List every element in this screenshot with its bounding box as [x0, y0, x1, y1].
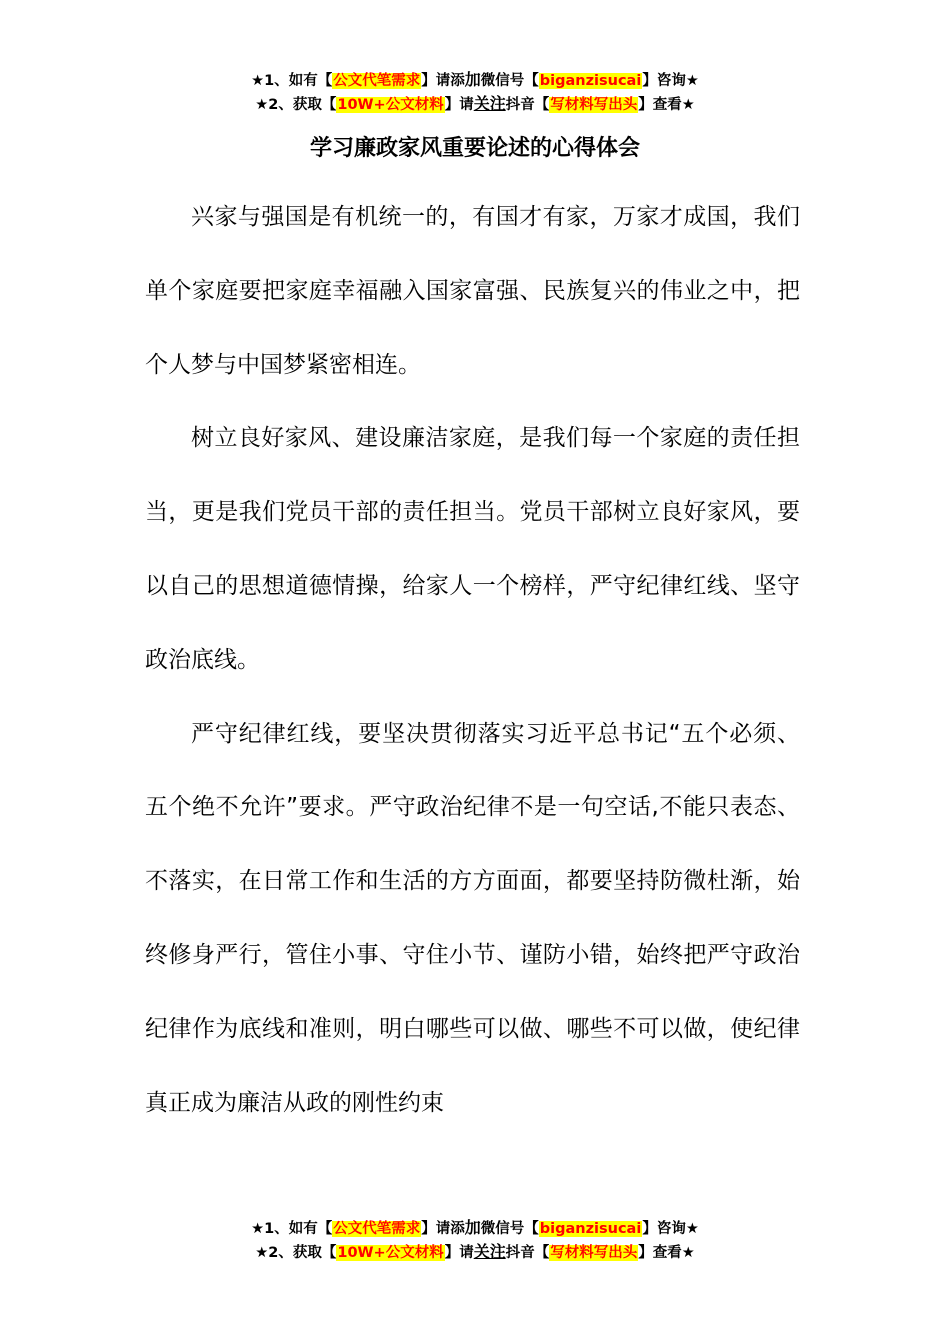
body-paragraph: 树立良好家风、建设廉洁家庭，是我们每一个家庭的责任担当，更是我们党员干部的责任担当。党员干部树立良好家风，要以自己的思想道德情操，给家人一个榜样，严守纪律红线、坚守政治底线。 [145, 425, 800, 673]
promo-highlight: biganzisucai [539, 1221, 642, 1237]
promo-text: 加 [464, 70, 481, 89]
header-promo-banner [0, 68, 950, 116]
body-paragraph: 严守纪律红线，要坚决贯彻落实习近平总书记“五个必须、五个绝不允许”要求。严守政治纪律不是一句空话,不能只表态、不落实，在日常工作和生活的方方面面，都要坚持防微杜渐，始终修身严行，管住小事、守住小节、谨防小错，始终把严守政治纪律作为底线和准则，明白哪些可以做、哪些不可以做，使纪律真正成为廉洁从政的刚性约束 [145, 720, 800, 1116]
promo-text: 微信号【 [480, 1221, 539, 1237]
promo-text: 抖音【 [505, 1245, 550, 1261]
promo-text: 】请 [444, 1245, 474, 1261]
document-body [145, 181, 800, 1140]
promo-text: ★1、如有【 [251, 1221, 333, 1237]
promo-line-1 [0, 68, 950, 92]
promo-text: ★2、获取【 [255, 1245, 337, 1261]
promo-text: 抖音【 [505, 97, 550, 113]
promo-highlight: 公文代笔需求 [333, 1221, 421, 1237]
promo-text: 关注 [473, 94, 506, 113]
promo-text: 】请添 [421, 1221, 465, 1237]
promo-highlight: 写材料写出头 [550, 97, 638, 113]
promo-highlight: 10W+公文材料 [337, 1245, 444, 1261]
promo-text: 关注 [473, 1242, 506, 1261]
promo-highlight: 公文代笔需求 [333, 73, 421, 89]
promo-highlight: biganzisucai [539, 73, 642, 89]
promo-text: 】查看★ [638, 1245, 695, 1261]
promo-line-2 [0, 92, 950, 116]
promo-line-1 [0, 1216, 950, 1240]
promo-highlight: 写材料写出头 [550, 1245, 638, 1261]
promo-text: 】请添 [421, 73, 465, 89]
promo-text: 】咨询★ [642, 73, 699, 89]
promo-text: 】请 [444, 97, 474, 113]
document-title: 学习廉政家风重要论述的心得体会 [309, 136, 640, 161]
body-paragraph: 兴家与强国是有机统一的，有国才有家，万家才成国，我们单个家庭要把家庭幸福融入国家富强、民族复兴的伟业之中，把个人梦与中国梦紧密相连。 [145, 204, 800, 378]
promo-text: 微信号【 [480, 73, 539, 89]
promo-line-2 [0, 1240, 950, 1264]
promo-text: ★1、如有【 [251, 73, 333, 89]
promo-text: 】查看★ [638, 97, 695, 113]
footer-promo-banner [0, 1216, 950, 1264]
promo-text: 加 [464, 1218, 481, 1237]
promo-text: ★2、获取【 [255, 97, 337, 113]
promo-highlight: 10W+公文材料 [337, 97, 444, 113]
promo-text: 】咨询★ [642, 1221, 699, 1237]
